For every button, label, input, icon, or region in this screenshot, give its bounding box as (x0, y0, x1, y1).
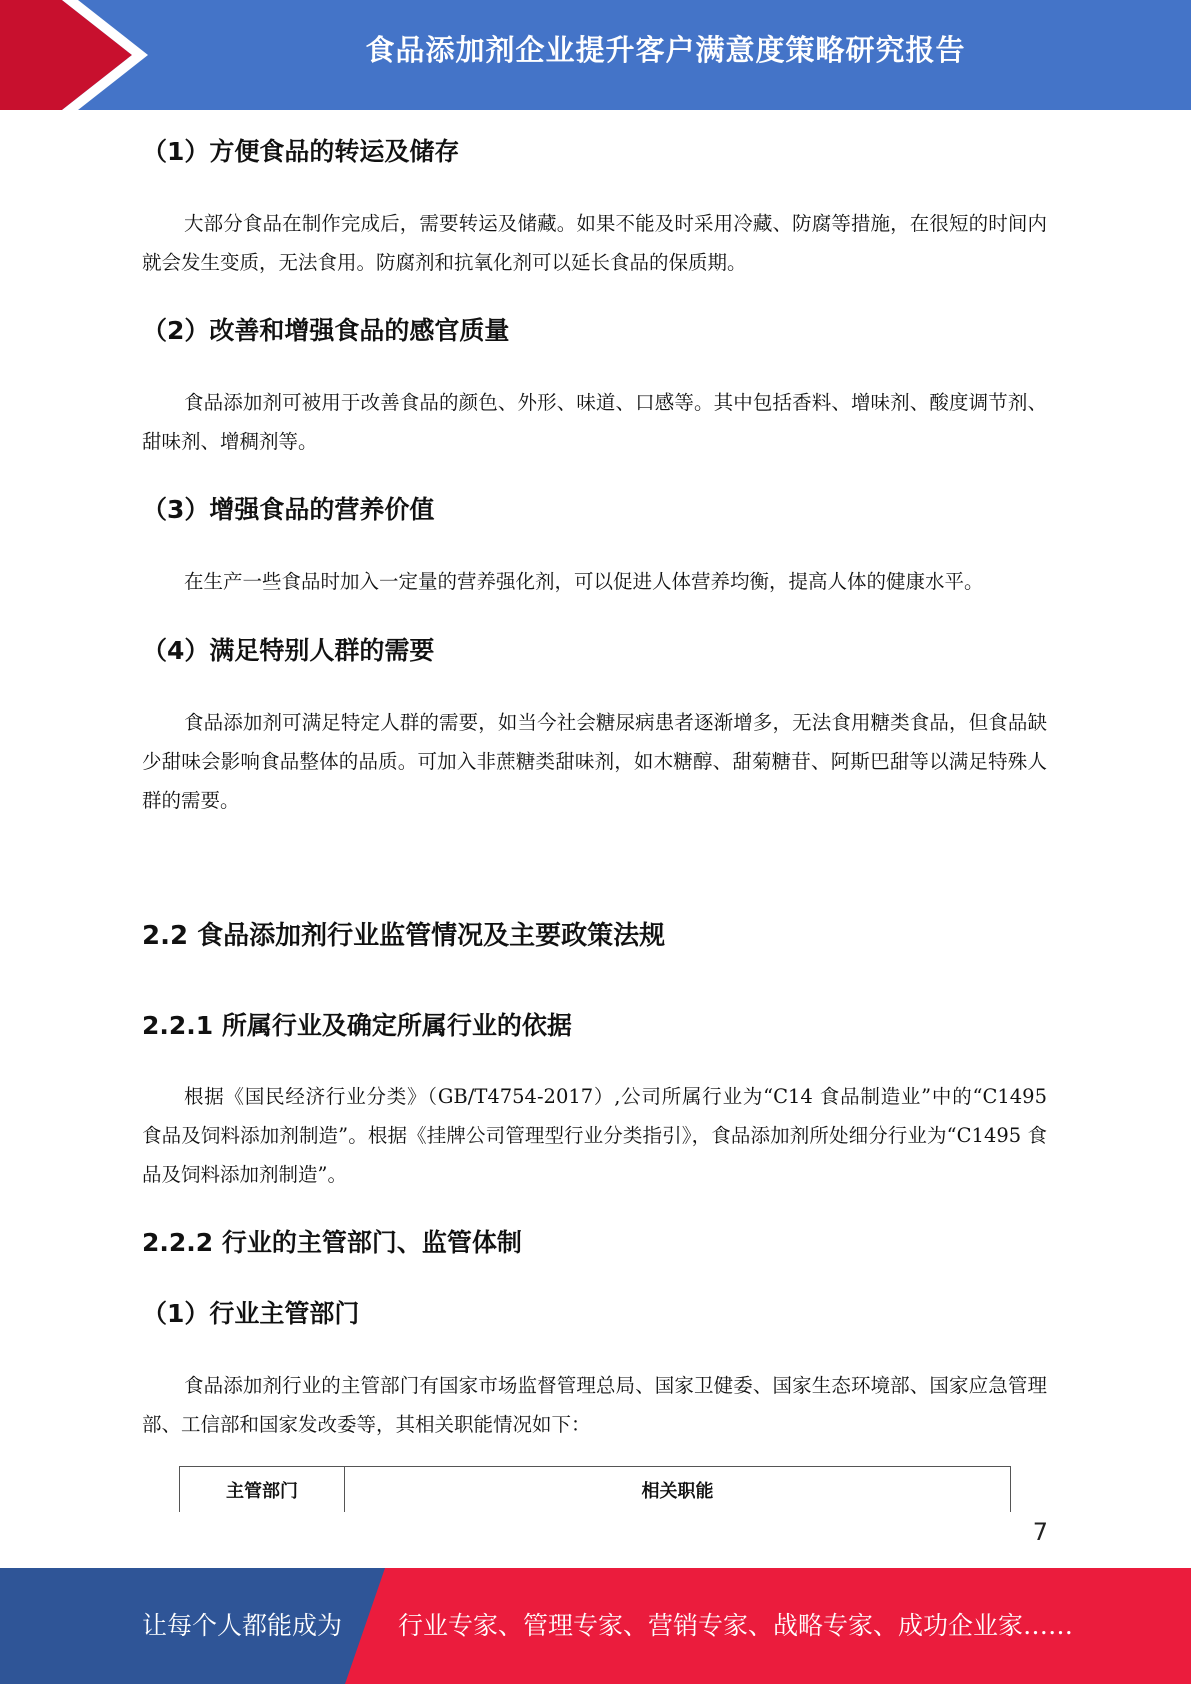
paragraph-s2: 食品添加剂可被用于改善食品的颜色、外形、味道、口感等。其中包括香料、增味剂、酸度调节剂、甜味剂、增稠剂等。 (142, 391, 1047, 453)
paragraph-s4: 食品添加剂可满足特定人群的需要，如当今社会糖尿病患者逐渐增多，无法食用糖类食品，但食品缺少甜味会影响食品整体的品质。可加入非蔗糖类甜味剂，如木糖醇、甜菊糖苷、阿斯巴甜等以满足特殊人群的需要。 (142, 711, 1047, 812)
table-header-functions: 相关职能 (345, 1467, 1011, 1513)
heading-2-2-1: 2.2.1 所属行业及确定所属行业的依据 (142, 1011, 572, 1040)
heading-2-2: 2.2 食品添加剂行业监管情况及主要政策法规 (142, 921, 666, 951)
footer-slogan-left: 让每个人都能成为 (142, 1611, 343, 1640)
heading-2-2-2: 2.2.2 行业的主管部门、监管体制 (142, 1228, 522, 1257)
table-header-department: 主管部门 (180, 1467, 345, 1513)
paragraph-s1: 大部分食品在制作完成后，需要转运及储藏。如果不能及时采用冷藏、防腐等措施，在很短的时间内就会发生变质，无法食用。防腐剂和抗氧化剂可以延长食品的保质期。 (142, 212, 1047, 274)
heading-s3: （3）增强食品的营养价值 (142, 495, 435, 524)
report-title: 食品添加剂企业提升客户满意度策略研究报告 (365, 33, 966, 67)
page-number: 7 (1032, 1518, 1048, 1546)
paragraph-s5: 食品添加剂行业的主管部门有国家市场监督管理总局、国家卫健委、国家生态环境部、国家应急管理部、工信部和国家发改委等，其相关职能情况如下： (142, 1374, 1047, 1436)
department-table (179, 1466, 1011, 1512)
page-header (0, 0, 1191, 110)
heading-s1: （1）方便食品的转运及储存 (142, 137, 460, 166)
paragraph-2-2-1: 根据《国民经济行业分类》（GB/T4754-2017）,公司所属行业为“C14 食品制造业”中的“C1495 食品及饲料添加剂制造”。根据《挂牌公司管理型行业分类指引》，食品添加剂所处细分行业为“C1495 食品及饲料添加剂制造”。 (142, 1085, 1047, 1186)
page-footer (0, 1568, 1191, 1684)
heading-s2: （2）改善和增强食品的感官质量 (142, 316, 510, 345)
paragraph-s3: 在生产一些食品时加入一定量的营养强化剂，可以促进人体营养均衡，提高人体的健康水平。 (184, 570, 984, 593)
table-header-row (180, 1467, 1011, 1513)
header-chevron-graphic (0, 0, 160, 110)
heading-s5: （1）行业主管部门 (142, 1299, 360, 1328)
footer-slogan-right: 行业专家、管理专家、营销专家、战略专家、成功企业家…… (398, 1611, 1074, 1640)
heading-s4: （4）满足特别人群的需要 (142, 636, 435, 665)
